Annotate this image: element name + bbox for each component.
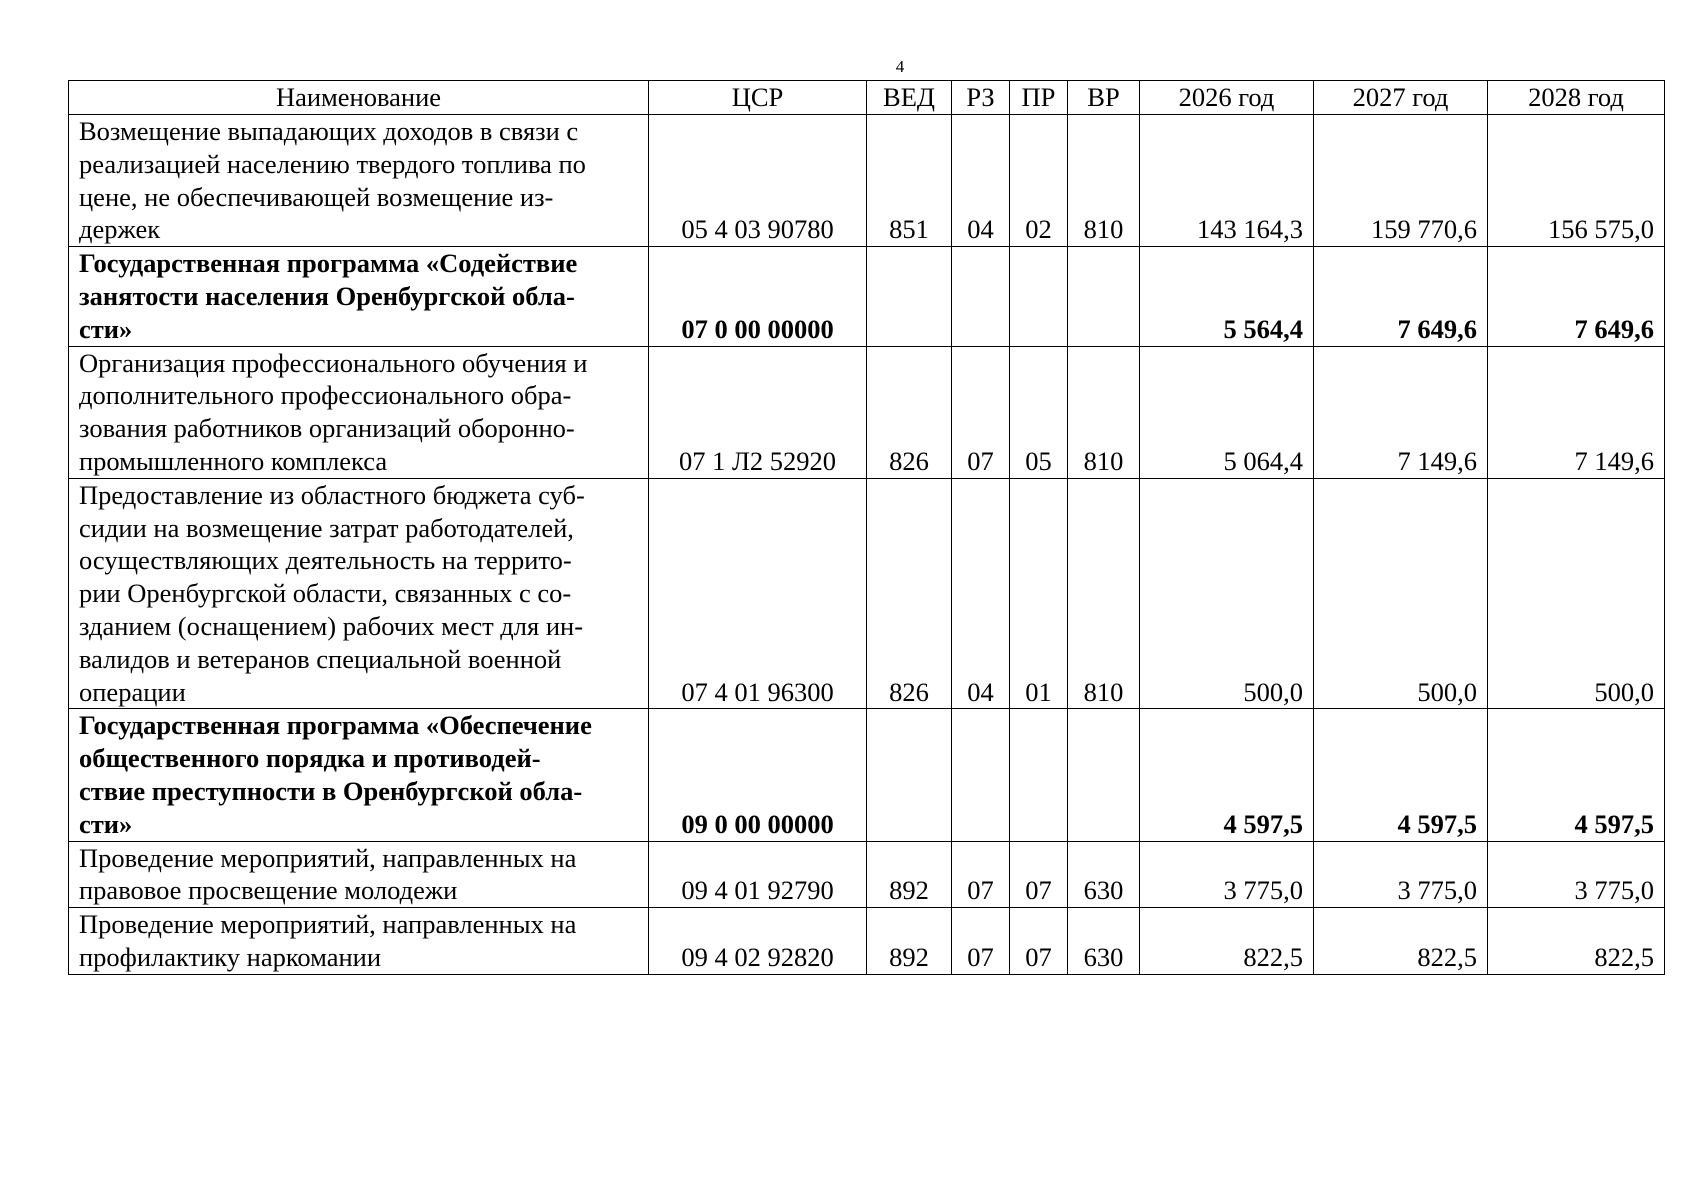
header-pr: ПР xyxy=(1010,81,1068,115)
row-name-cell xyxy=(69,115,649,247)
header-2028: 2028 год xyxy=(1488,81,1665,115)
row-2026: 143 164,3 xyxy=(1140,115,1314,247)
header-2026: 2026 год xyxy=(1140,81,1314,115)
row-name: Государственная программа «Обеспечение общественного порядка и противодей- ствие преступности в Оренбургской обла- сти» xyxy=(79,710,592,839)
row-2026: 500,0 xyxy=(1140,478,1314,709)
row-rz: 07 xyxy=(952,841,1010,908)
row-vr: 810 xyxy=(1068,115,1140,247)
row-ved: 892 xyxy=(867,908,952,975)
row-name: Предоставление из областного бюджета суб- сидии на возмещение затрат работодателей, осуществляющих деятельность на террито- рии Оренбургской области, связанных с со- зданием (оснащением) рабочих мест для ин- валидов и ветеранов специальной военной операции xyxy=(79,479,585,707)
row-2026: 3 775,0 xyxy=(1140,841,1314,908)
row-csr: 07 4 01 96300 xyxy=(649,478,867,709)
row-vr: 810 xyxy=(1068,478,1140,709)
row-2026: 4 597,5 xyxy=(1140,709,1314,841)
row-name: Возмещение выпадающих доходов в связи с реализацией населению твердого топлива по цене, не обеспечивающей возмещение из- держек xyxy=(79,116,586,245)
header-2027: 2027 год xyxy=(1314,81,1488,115)
row-2026: 822,5 xyxy=(1140,908,1314,975)
row-2028: 7 649,6 xyxy=(1488,247,1665,346)
row-name-cell xyxy=(69,247,649,346)
budget-table xyxy=(68,80,1665,975)
row-2028: 822,5 xyxy=(1488,908,1665,975)
table-row xyxy=(69,346,1665,478)
row-2028: 7 149,6 xyxy=(1488,346,1665,478)
row-name-cell xyxy=(69,478,649,709)
row-2026: 5 064,4 xyxy=(1140,346,1314,478)
row-name: Государственная программа «Содействие занятости населения Оренбургской обла- сти» xyxy=(79,248,578,344)
row-vr: 630 xyxy=(1068,841,1140,908)
row-name: Организация профессионального обучения и дополнительного профессионального обра- зования работников организаций оборонно- промышленного комплекса xyxy=(79,347,588,476)
table-row xyxy=(69,841,1665,908)
row-rz: 07 xyxy=(952,346,1010,478)
table-row-program xyxy=(69,247,1665,346)
row-rz: 07 xyxy=(952,908,1010,975)
row-rz xyxy=(952,709,1010,841)
row-2027: 3 775,0 xyxy=(1314,841,1488,908)
row-ved: 851 xyxy=(867,115,952,247)
row-rz: 04 xyxy=(952,478,1010,709)
row-ved: 826 xyxy=(867,346,952,478)
row-pr: 01 xyxy=(1010,478,1068,709)
row-vr xyxy=(1068,709,1140,841)
row-2028: 3 775,0 xyxy=(1488,841,1665,908)
row-pr: 07 xyxy=(1010,841,1068,908)
row-ved: 826 xyxy=(867,478,952,709)
row-rz xyxy=(952,247,1010,346)
row-2027: 500,0 xyxy=(1314,478,1488,709)
row-name-cell xyxy=(69,709,649,841)
row-name-cell xyxy=(69,841,649,908)
row-csr: 07 0 00 00000 xyxy=(649,247,867,346)
row-2026: 5 564,4 xyxy=(1140,247,1314,346)
row-pr: 02 xyxy=(1010,115,1068,247)
row-pr xyxy=(1010,247,1068,346)
row-name: Проведение мероприятий, направленных на профилактику наркомании xyxy=(79,909,577,972)
row-name: Проведение мероприятий, направленных на правовое просвещение молодежи xyxy=(79,842,577,906)
row-2027: 7 649,6 xyxy=(1314,247,1488,346)
row-csr: 09 4 01 92790 xyxy=(649,841,867,908)
table-row-program xyxy=(69,709,1665,841)
row-2028: 156 575,0 xyxy=(1488,115,1665,247)
row-csr: 07 1 Л2 52920 xyxy=(649,346,867,478)
row-csr: 09 0 00 00000 xyxy=(649,709,867,841)
row-rz: 04 xyxy=(952,115,1010,247)
row-csr: 09 4 02 92820 xyxy=(649,908,867,975)
page-number: 4 xyxy=(895,57,905,76)
row-2028: 4 597,5 xyxy=(1488,709,1665,841)
row-2027: 4 597,5 xyxy=(1314,709,1488,841)
row-vr: 810 xyxy=(1068,346,1140,478)
table-row xyxy=(69,908,1665,975)
row-vr xyxy=(1068,247,1140,346)
row-2027: 822,5 xyxy=(1314,908,1488,975)
row-ved: 892 xyxy=(867,841,952,908)
header-name: Наименование xyxy=(69,81,649,115)
table-row xyxy=(69,115,1665,247)
table-header-row xyxy=(69,81,1665,115)
row-name-cell xyxy=(69,908,649,975)
header-vr: ВР xyxy=(1068,81,1140,115)
row-pr xyxy=(1010,709,1068,841)
header-rz: РЗ xyxy=(952,81,1010,115)
row-ved xyxy=(867,709,952,841)
row-pr: 07 xyxy=(1010,908,1068,975)
row-2027: 7 149,6 xyxy=(1314,346,1488,478)
header-csr: ЦСР xyxy=(649,81,867,115)
table-row xyxy=(69,478,1665,709)
row-2027: 159 770,6 xyxy=(1314,115,1488,247)
row-name-cell xyxy=(69,346,649,478)
header-ved: ВЕД xyxy=(867,81,952,115)
row-csr: 05 4 03 90780 xyxy=(649,115,867,247)
row-pr: 05 xyxy=(1010,346,1068,478)
row-2028: 500,0 xyxy=(1488,478,1665,709)
row-vr: 630 xyxy=(1068,908,1140,975)
row-ved xyxy=(867,247,952,346)
